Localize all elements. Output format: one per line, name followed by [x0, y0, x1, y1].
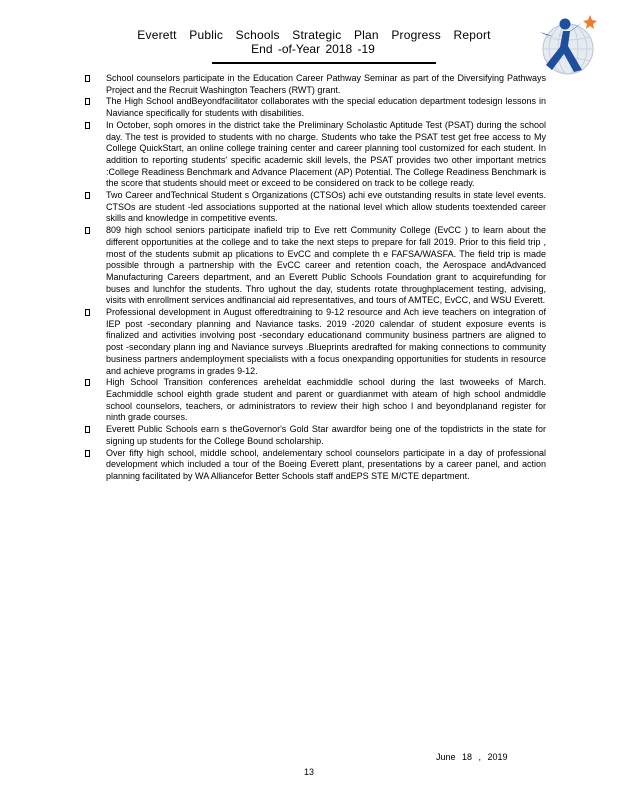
bullet-text: 809 high school seniors participate inafield trip to Eve rett Community College (EvCC ) to learn about the different opportunities at the college and to take the next steps to prepare for fall 2019. Prior to this field trip , most of the students submit ap plications to EvCC and complete th e FAFSA/WASFA. The field trip is made possible through a partnership with the EvCC career and retention coach, the Aerospace andAdvanced Manufacturing Careers department, and an Everett Public Schools Foundation grant to acquirefunding for buses and lunchfor the students. Thro ughout the day, students rotate throughplacement testing, advising, visits with enrollment services andfinancial aid representatives, and tours of AMTEC, EvCC, and WSU Everett. — [106, 225, 546, 306]
bullet-marker-icon — [85, 426, 90, 433]
bullet-marker-icon — [85, 379, 90, 386]
person-globe-star-logo-icon — [530, 12, 606, 78]
bullet-text: High School Transition conferences areheldat eachmiddle school during the last twoweeks of March. Eachmiddle school eighth grade student and parent or guardianmet with ateam of high school andmiddle school counselors, teachers, or administrators to review their high schoo l and beyondplanand register for ninth grade courses. — [106, 377, 546, 423]
report-header — [0, 28, 618, 57]
bullet-marker-icon — [85, 75, 90, 82]
bullet-marker-icon — [85, 227, 90, 234]
bullet-text: School counselors participate in the Education Career Pathway Seminar as part of the Diversifying Pathways Project and the Recruit Washington Teachers (RWT) grant. — [106, 73, 546, 95]
bullet-list — [82, 73, 546, 483]
bullet-item — [82, 225, 546, 307]
bullet-item — [82, 377, 546, 424]
report-title: Everett Public Schools Strategic Plan Progress Report — [137, 28, 491, 42]
bullet-text: Two Career andTechnical Student s Organizations (CTSOs) achi eve outstanding results in state level events. CTSOs are student -led associations supported at the national level which allow students toextended career skills and knowledge in competitive events. — [106, 190, 546, 224]
bullet-item — [82, 120, 546, 190]
bullet-text: In October, soph omores in the district take the Preliminary Scholastic Aptitude Test (PSAT) during the school day. The test is provided to students with no charge. Students who take the PSAT test get free access to My College QuickStart, an online college training center and career planning tool customized for each student. In addition to reporting students' specific academic skill levels, the PSAT provides two other important metrics :College Readiness Benchmark and Advance Placement (AP) Potential. The College Readiness Benchmark is the score that students should meet or exceed to be considered on track to be college ready. — [106, 119, 546, 189]
bullet-item — [82, 190, 546, 225]
bullet-marker-icon — [85, 309, 90, 316]
bullet-item — [82, 424, 546, 447]
report-date: June 18 , 2019 — [436, 752, 508, 762]
title-underline — [212, 62, 436, 64]
bullet-text: Over fifty high school, middle school, andelementary school counselors participate in a day of professional development which included a tour of the Boeing Everett plant, presentations by a career panel, and action planning facilitated by WA Alliancefor Better Schools staff andEPS STE M/CTE department. — [106, 447, 546, 481]
report-subtitle: End -of-Year 2018 -19 — [251, 42, 375, 56]
bullet-text: The High School andBeyondfacilitator collaborates with the special education department todesign lessons in Naviance specifically for students with disabilities. — [106, 96, 546, 119]
bullet-text: Everett Public Schools earn s theGovernor's Gold Star awardfor being one of the topdistricts in the state for signing up students for the College Bound scholarship. — [106, 424, 546, 446]
bullet-text: Professional development in August offeredtraining to 9-12 resource and Ach ieve teachers on integration of IEP post -secondary planning and Naviance tasks. 2019 -2020 calendar of student exposure events is finalized and activities involving post -secondary educationand community business partners are aligned to post -secondary plann ing and Naviance surveys .Blueprints aredrafted for making connections to community business partners andemployment specialists with a focus onexpanding opportunities for students in resource and achieve programs in grades 9-12. — [106, 307, 546, 376]
bullet-marker-icon — [85, 450, 90, 457]
bullet-item — [82, 96, 546, 119]
bullet-marker-icon — [85, 98, 90, 105]
bullet-marker-icon — [85, 192, 90, 199]
page-number: 13 — [303, 767, 314, 777]
bullet-marker-icon — [85, 122, 90, 129]
bullet-item — [82, 448, 546, 483]
bullet-item — [82, 307, 546, 377]
bullet-item — [82, 73, 546, 96]
